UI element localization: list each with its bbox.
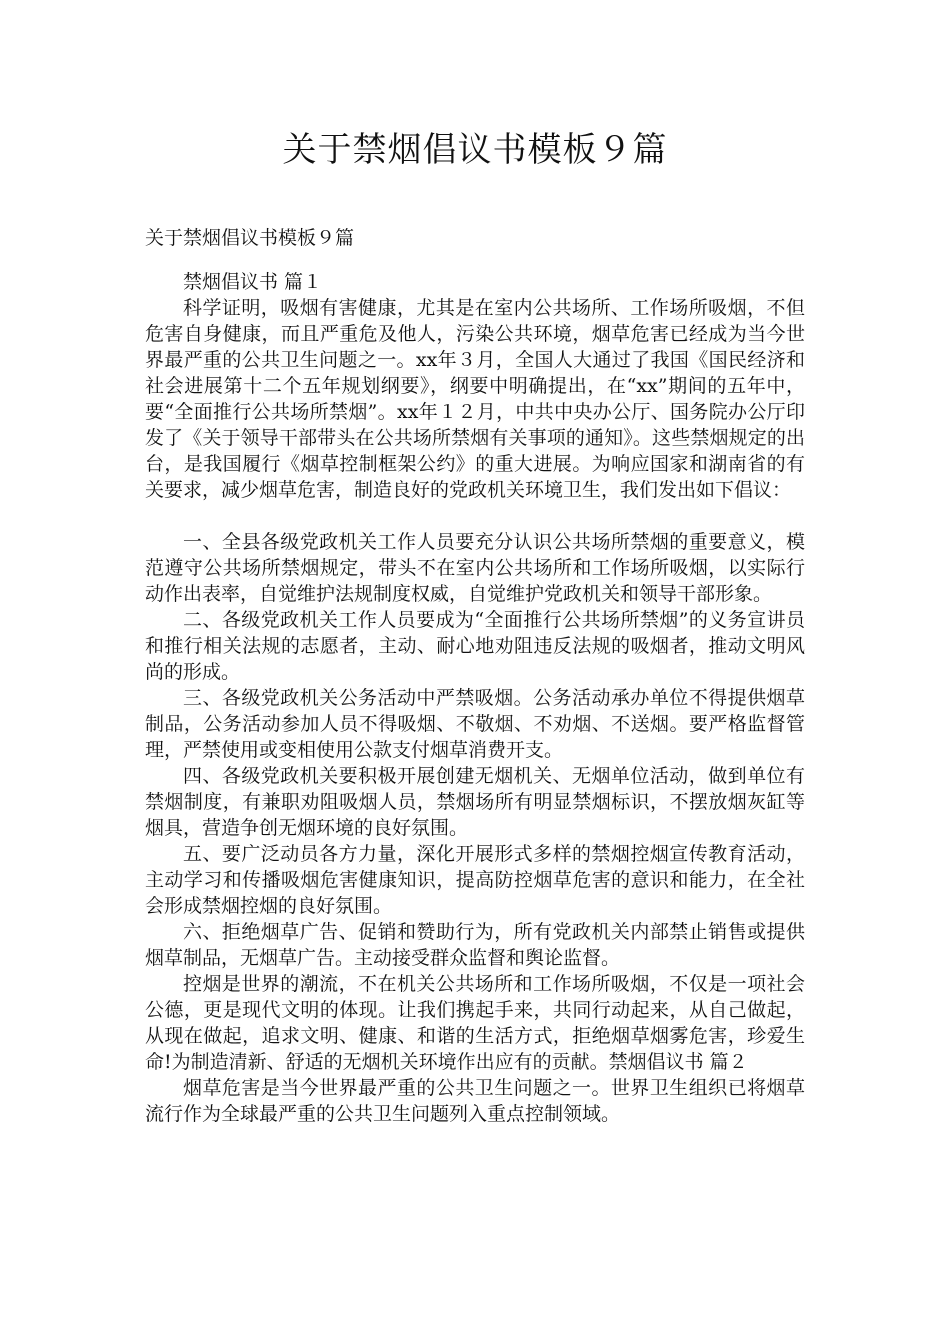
body-paragraph: 烟草危害是当今世界最严重的公共卫生问题之一。世界卫生组织已将烟草流行作为全球最严重的公共卫生问题列入重点控制领域。 bbox=[145, 1077, 805, 1125]
blank-line bbox=[145, 503, 805, 529]
section-heading: 禁烟倡议书 篇１ bbox=[183, 271, 323, 293]
document-body bbox=[145, 269, 805, 1127]
document-subtitle: 关于禁烟倡议书模板９篇 bbox=[145, 227, 355, 249]
body-paragraph: 六、拒绝烟草广告、促销和赞助行为，所有党政机关内部禁止销售或提供烟草制品，无烟草广告。主动接受群众监督和舆论监督。 bbox=[145, 921, 805, 969]
document-title: 关于禁烟倡议书模板９篇 bbox=[282, 130, 668, 170]
body-paragraph: 科学证明，吸烟有害健康，尤其是在室内公共场所、工作场所吸烟，不但危害自身健康，而且严重危及他人，污染公共环境，烟草危害已经成为当今世界最严重的公共卫生问题之一。xx年３月，全国人大通过了我国《国民经济和社会进展第十二个五年规划纲要》，纲要中明确提出，在“xx”期间的五年中，要“全面推行公共场所禁烟”。xx年１２月，中共中央办公厅、国务院办公厅印发了《关于领导干部带头在公共场所禁烟有关事项的通知》。这些禁烟规定的出台，是我国履行《烟草控制框架公约》的重大进展。为响应国家和湖南省的有关要求，减少烟草危害，制造良好的党政机关环境卫生，我们发出如下倡议： bbox=[145, 297, 805, 501]
body-paragraph: 控烟是世界的潮流，不在机关公共场所和工作场所吸烟，不仅是一项社会公德，更是现代文明的体现。让我们携起手来，共同行动起来，从自己做起，从现在做起，追求文明、健康、和谐的生活方式，拒绝烟草烟雾危害，珍爱生命!为制造清新、舒适的无烟机关环境作出应有的贡献。禁烟倡议书 篇２ bbox=[145, 973, 805, 1073]
body-paragraph: 一、全县各级党政机关工作人员要充分认识公共场所禁烟的重要意义，模范遵守公共场所禁烟规定，带头不在室内公共场所和工作场所吸烟，以实际行动作出表率，自觉维护法规制度权威，自觉维护党政机关和领导干部形象。 bbox=[145, 531, 805, 605]
body-paragraph: 五、要广泛动员各方力量，深化开展形式多样的禁烟控烟宣传教育活动，主动学习和传播吸烟危害健康知识，提高防控烟草危害的意识和能力，在全社会形成禁烟控烟的良好氛围。 bbox=[145, 843, 805, 917]
body-paragraph: 二、各级党政机关工作人员要成为“全面推行公共场所禁烟”的义务宣讲员和推行相关法规的志愿者，主动、耐心地劝阻违反法规的吸烟者，推动文明风尚的形成。 bbox=[145, 609, 805, 683]
body-paragraph: 四、各级党政机关要积极开展创建无烟机关、无烟单位活动，做到单位有禁烟制度，有兼职劝阻吸烟人员，禁烟场所有明显禁烟标识，不摆放烟灰缸等烟具，营造争创无烟环境的良好氛围。 bbox=[145, 765, 805, 839]
body-paragraph: 三、各级党政机关公务活动中严禁吸烟。公务活动承办单位不得提供烟草制品，公务活动参加人员不得吸烟、不敬烟、不劝烟、不送烟。要严格监督管理，严禁使用或变相使用公款支付烟草消费开支。 bbox=[145, 687, 805, 761]
